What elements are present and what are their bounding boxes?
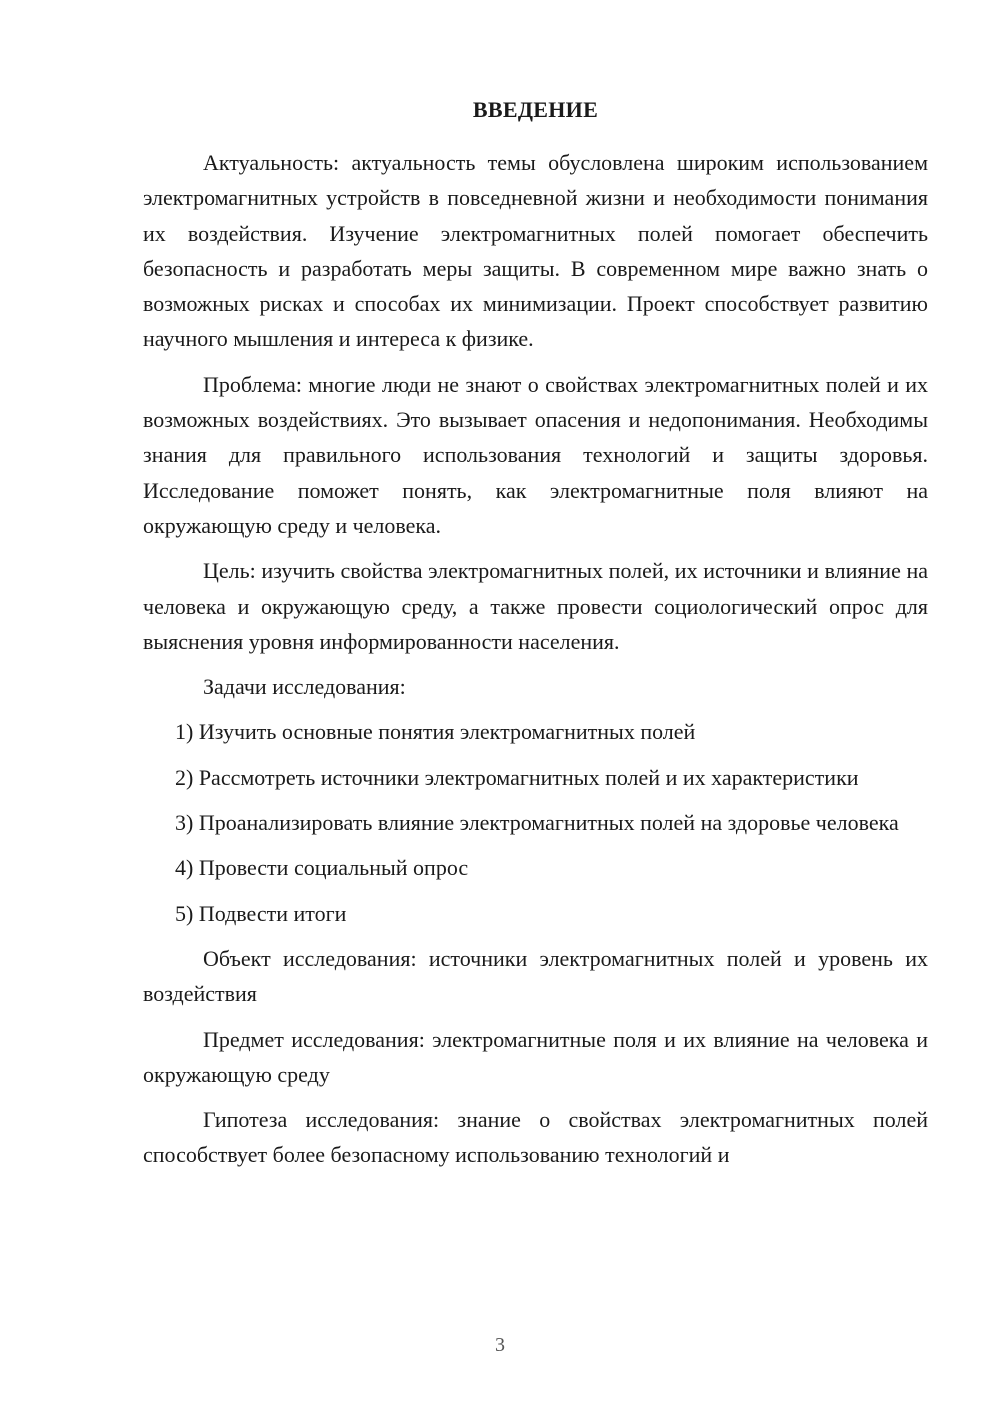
paragraph-hypothesis: Гипотеза исследования: знание о свойствах электромагнитных полей способствует более безопасному использованию технологий и bbox=[143, 1107, 928, 1168]
document-page bbox=[143, 95, 928, 1183]
paragraph-problem: Проблема: многие люди не знают о свойствах электромагнитных полей и их возможных воздействиях. Это вызывает опасения и недопонимания. Необходимы знания для правильного использования технологий и защиты здоровья. Исследование поможет понять, как электромагнитные поля влияют на окружающую среду и человека. bbox=[143, 371, 928, 538]
list-item-task-5: 5) Подвести итоги bbox=[175, 900, 347, 926]
page-number: 3 bbox=[495, 1334, 505, 1356]
paragraph-relevance: Актуальность: актуальность темы обусловлена широким использованием электромагнитных устройств в повседневной жизни и необходимости понимания их воздействия. Изучение электромагнитных полей помогает обеспечить безопасность и разработать меры защиты. В современном мире важно знать о возможных рисках и способах их минимизации. Проект способствует развитию научного мышления и интереса к физике. bbox=[143, 150, 928, 352]
list-item-task-1: 1) Изучить основные понятия электромагнитных полей bbox=[175, 719, 696, 745]
list-item-task-3: 3) Проанализировать влияние электромагнитных полей на здоровье человека bbox=[175, 810, 899, 836]
paragraph-goal: Цель: изучить свойства электромагнитных полей, их источники и влияние на человека и окружающую среду, а также провести социологический опрос для выяснения уровня информированности населения. bbox=[143, 558, 928, 654]
paragraph-object: Объект исследования: источники электромагнитных полей и уровень их воздействия bbox=[143, 945, 928, 1007]
paragraph-subject: Предмет исследования: электромагнитные поля и их влияние на человека и окружающую среду bbox=[143, 1026, 928, 1087]
list-item-task-2: 2) Рассмотреть источники электромагнитных полей и их характеристики bbox=[175, 764, 859, 790]
paragraph-tasks-heading: Задачи исследования: bbox=[203, 674, 406, 700]
list-item-task-4: 4) Провести социальный опрос bbox=[175, 855, 469, 881]
page-title: ВВЕДЕНИЕ bbox=[472, 97, 599, 122]
